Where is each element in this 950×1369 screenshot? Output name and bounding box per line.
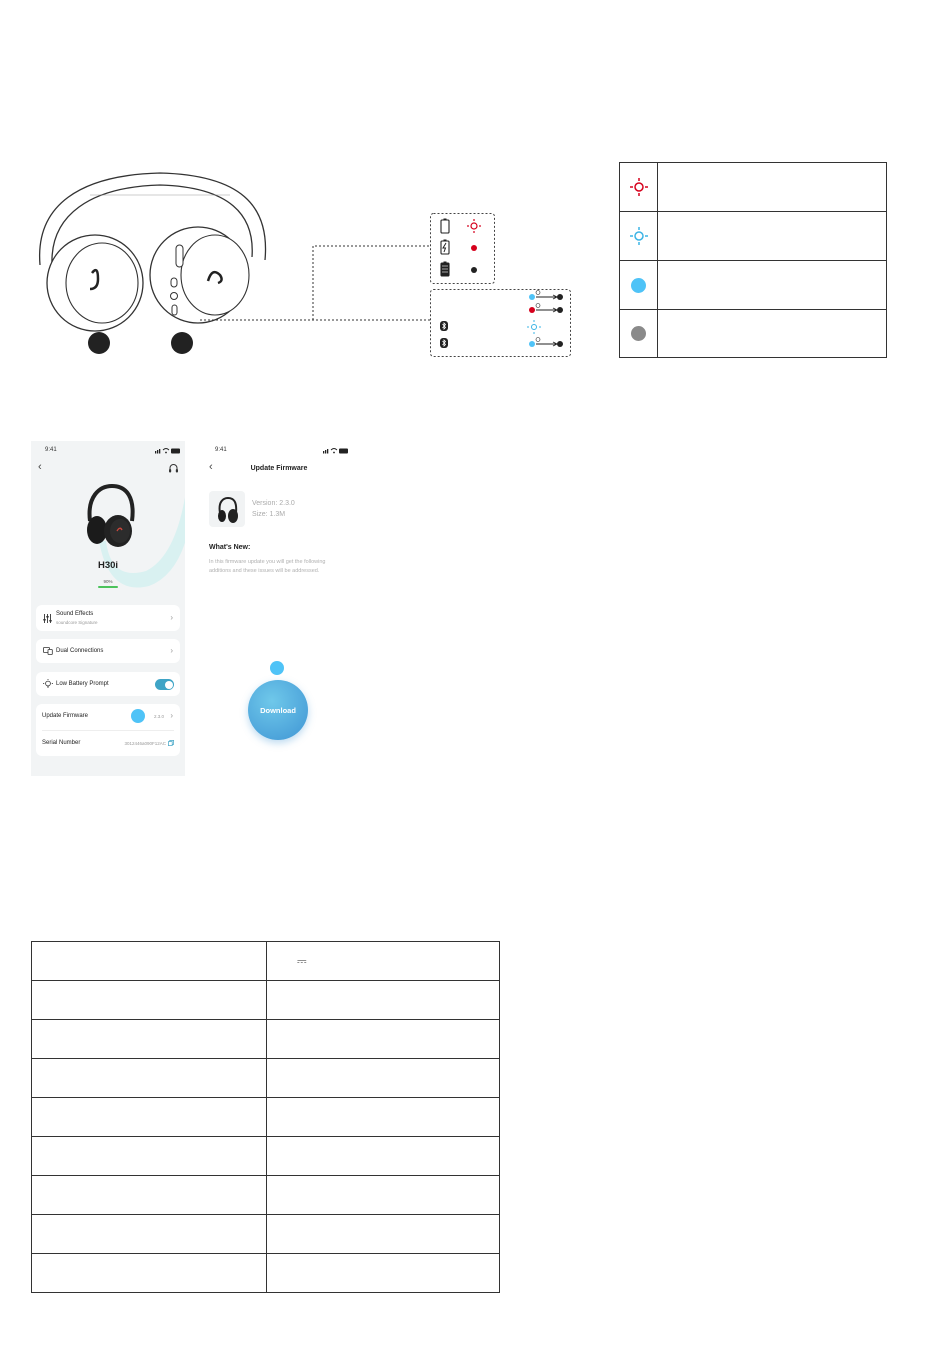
table-cell: [267, 1137, 500, 1176]
table-cell: [267, 1176, 500, 1215]
dual-connections-label: Dual Connections: [56, 648, 104, 654]
legend-description: [658, 310, 886, 357]
whats-new-heading: What's New:: [209, 544, 251, 551]
firmware-version-value: 2.3.0: [153, 714, 164, 719]
back-chevron-icon[interactable]: ‹: [38, 461, 42, 473]
table-row: [32, 1254, 500, 1293]
battery-level-bar: [98, 586, 118, 588]
device-name: H30i: [97, 560, 119, 571]
legend-row-blue-solid: [620, 261, 886, 310]
low-battery-prompt-label: Low Battery Prompt: [56, 681, 109, 687]
sound-effects-sublabel: soundcore Signature: [56, 620, 98, 625]
table-cell: [267, 942, 500, 981]
app-device-screen: [31, 441, 185, 776]
legend-symbol-cell: [620, 163, 658, 211]
led-legend-table: [619, 162, 887, 358]
table-row: [32, 1215, 500, 1254]
chevron-right-icon: ›: [170, 711, 173, 720]
equalizer-icon: [43, 614, 52, 623]
table-cell: [32, 1176, 267, 1215]
sound-effects-label: Sound Effects: [56, 611, 94, 617]
blue-flashing-icon: [628, 225, 650, 247]
table-cell: [267, 1059, 500, 1098]
low-battery-toggle[interactable]: [155, 679, 174, 690]
serial-number-label: Serial Number: [42, 740, 81, 746]
legend-row-gray-solid: [620, 310, 886, 357]
specifications-table: [31, 941, 500, 1293]
table-cell: [267, 1020, 500, 1059]
table-cell: [32, 1059, 267, 1098]
table-cell: [267, 981, 500, 1020]
blue-solid-dot-icon: [631, 278, 646, 293]
headphone-thumb-icon: [209, 491, 245, 527]
battery-percentage: 90%: [103, 579, 113, 584]
table-cell: [32, 942, 267, 981]
table-cell: [267, 1098, 500, 1137]
legend-row-red-flashing: [620, 163, 886, 212]
lightbulb-icon: [43, 679, 53, 689]
table-cell: [32, 1098, 267, 1137]
table-row: [32, 1137, 500, 1176]
table-row: [32, 1098, 500, 1137]
legend-description: [658, 163, 886, 211]
toggle-knob: [165, 681, 173, 689]
table-cell: [267, 1254, 500, 1293]
dual-connections-card[interactable]: [36, 639, 180, 663]
gray-solid-dot-icon: [631, 326, 646, 341]
dc-power-symbol: ⎓: [297, 954, 307, 968]
status-bar-icons: [323, 447, 349, 454]
table-cell: [32, 981, 267, 1020]
red-flashing-icon: [628, 176, 650, 198]
download-button[interactable]: [248, 680, 308, 740]
bluetooth-status-box: [430, 289, 572, 359]
table-cell: [32, 1137, 267, 1176]
sound-effects-card[interactable]: [36, 605, 180, 631]
battery-status-box: [430, 213, 496, 285]
status-bar-icons: [155, 447, 181, 454]
legend-symbol-cell: [620, 310, 658, 357]
download-button-label: Download: [260, 705, 296, 715]
legend-symbol-cell: [620, 212, 658, 260]
legend-description: [658, 261, 886, 309]
whats-new-body: In this firmware update you will get the following additions and these issues will be addressed.: [209, 559, 326, 574]
table-row: [32, 942, 500, 981]
screen-title: Update Firmware: [250, 465, 308, 472]
table-cell: [32, 1215, 267, 1254]
legend-symbol-cell: [620, 261, 658, 309]
firmware-size: Size: 1.3M: [252, 511, 286, 518]
back-chevron-icon[interactable]: ‹: [209, 461, 213, 473]
app-update-firmware-screen: [203, 441, 355, 776]
chevron-right-icon: ›: [170, 646, 173, 655]
firmware-callout-dot: [131, 709, 145, 723]
download-callout-dot: [270, 661, 284, 675]
status-bar-time: 9:41: [215, 447, 227, 453]
firmware-serial-card: [36, 704, 180, 756]
firmware-product-thumb: [209, 491, 245, 527]
connector-lines: [200, 240, 440, 330]
legend-description: [658, 212, 886, 260]
firmware-version: Version: 2.3.0: [252, 500, 295, 507]
headset-icon[interactable]: [168, 463, 179, 474]
serial-number-value: 3012446a090F12AC: [124, 741, 166, 746]
status-bar-time: 9:41: [45, 447, 57, 453]
table-cell: [32, 1020, 267, 1059]
legend-row-blue-flashing: [620, 212, 886, 261]
headphone-product-image: [81, 483, 139, 549]
table-row: [32, 981, 500, 1020]
low-battery-prompt-card: [36, 672, 180, 696]
table-cell: [267, 1215, 500, 1254]
chevron-right-icon: ›: [170, 613, 173, 622]
table-row: [32, 1020, 500, 1059]
table-cell: [32, 1254, 267, 1293]
table-row: [32, 1059, 500, 1098]
dual-device-icon: [43, 647, 53, 655]
update-firmware-label[interactable]: Update Firmware: [42, 713, 89, 719]
copy-icon[interactable]: [168, 740, 174, 746]
table-row: [32, 1176, 500, 1215]
